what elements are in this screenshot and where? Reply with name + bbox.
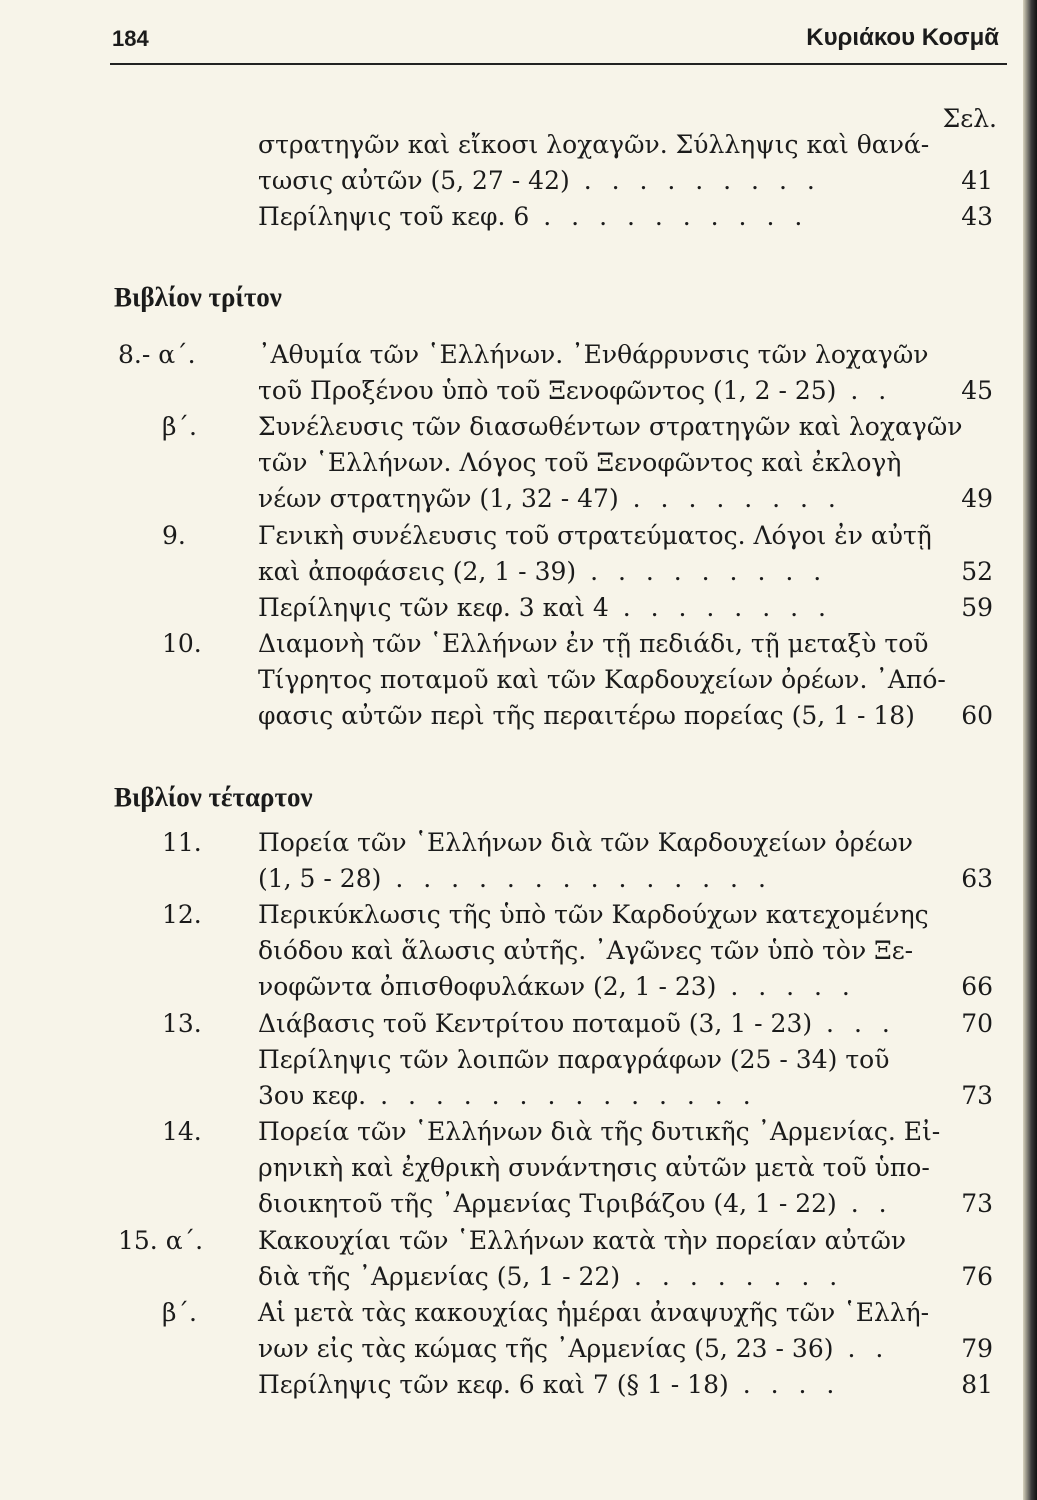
entry-line: [258, 972, 856, 1001]
entry-line: [258, 629, 929, 658]
leader-dots: . . . . . . . . . . . . . .: [366, 1081, 757, 1111]
entry-text: τοῦ Προξένου ὑπὸ τοῦ Ξενοφῶντος (1, 2 - 25): [258, 376, 837, 406]
entry-line: [258, 1117, 940, 1146]
entry-line: [258, 166, 821, 195]
entry-line: [258, 1189, 893, 1218]
leader-dots: . . . . . . . .: [608, 593, 832, 622]
entry-text: Περίληψις τῶν κεφ. 6 καὶ 7 (§ 1 - 18): [258, 1370, 729, 1399]
entry-text: διοικητοῦ τῆς ᾿Αρμενίας Τιριβάζου (4, 1 - 22): [258, 1189, 837, 1219]
entry-line: [258, 828, 913, 857]
entry-line: [258, 1226, 906, 1255]
page-ref: 63: [961, 864, 993, 894]
running-head: Κυριάκου Κοσμᾶ: [806, 24, 999, 51]
entry-line: [258, 1009, 896, 1038]
entry-line: [258, 1081, 757, 1110]
page-edge-shadow: [1023, 0, 1037, 1500]
entry-line: [258, 1045, 889, 1074]
leader-dots: . . . . . . . . .: [569, 166, 821, 195]
leader-dots: . . . . . . . . . .: [529, 202, 809, 231]
entry-line: [258, 376, 892, 405]
entry-line: [258, 202, 808, 231]
entry-text: Τίγρητος ποταμοῦ καὶ τῶν Καρδουχείων ὀρέων. ᾿Από-: [258, 665, 946, 695]
entry-line: [258, 1370, 840, 1399]
page-ref: 73: [961, 1189, 993, 1219]
entry-line: [258, 1262, 843, 1291]
entry-text: Περικύκλωσις τῆς ὑπὸ τῶν Καρδούχων κατεχομένης: [258, 900, 929, 929]
entry-text: Πορεία τῶν ῾Ελλήνων διὰ τῆς δυτικῆς ᾿Αρμενίας. Εἰ-: [258, 1117, 941, 1146]
page-ref: 73: [961, 1081, 993, 1111]
entry-number: 11.: [162, 828, 202, 857]
entry-line: [258, 665, 946, 694]
page-header: [0, 0, 1037, 80]
entry-text: Περίληψις τοῦ κεφ. 6: [258, 202, 530, 231]
entry-line: [258, 1298, 929, 1327]
entry-line: [258, 340, 928, 369]
entry-text: διὰ τῆς ᾿Αρμενίας (5, 1 - 22): [258, 1262, 621, 1292]
entry-text: νων εἰς τὰς κώμας τῆς ᾿Αρμενίας (5, 23 - 36): [258, 1334, 834, 1364]
entry-text: ρηνικὴ καὶ ἐχθρικὴ συνάντησις αὐτῶν μετὰ τοῦ ὑπο-: [258, 1153, 930, 1183]
page-column-label: Σελ.: [942, 104, 997, 133]
entry-text: 3ου κεφ.: [258, 1081, 367, 1111]
entry-text: ᾿Αθυμία τῶν ῾Ελλήνων. ᾿Ενθάρρυνσις τῶν λοχαγῶν: [258, 340, 929, 369]
entry-number: 9.: [162, 521, 186, 550]
entry-text: νοφῶντα ὀπισθοφυλάκων (2, 1 - 23): [258, 972, 717, 1002]
leader-dots: . . . . . . . .: [618, 484, 842, 514]
page-number: 184: [112, 26, 149, 51]
entry-text: Διαμονὴ τῶν ῾Ελλήνων ἐν τῇ πεδιάδι, τῇ μεταξὺ τοῦ: [258, 629, 929, 658]
page-ref: 79: [961, 1334, 993, 1364]
entry-number: 10.: [162, 629, 202, 658]
page-ref: 81: [961, 1370, 993, 1399]
page-ref: 66: [961, 972, 993, 1002]
entry-text: Περίληψις τῶν κεφ. 3 καὶ 4: [258, 593, 609, 622]
entry-text: στρατηγῶν καὶ εἴκοσι λοχαγῶν. Σύλληψις καὶ θανά-: [258, 130, 930, 159]
entry-text: φασις αὐτῶν περὶ τῆς περαιτέρω πορείας (5, 1 - 18): [258, 701, 915, 731]
page-ref: 45: [961, 376, 993, 406]
entry-number: 14.: [162, 1117, 202, 1146]
leader-dots: . .: [833, 1334, 890, 1364]
entry-text: τωσις αὐτῶν (5, 27 - 42): [258, 166, 570, 195]
entry-number: 15. α΄.: [118, 1226, 204, 1255]
entry-line: [258, 1153, 930, 1182]
leader-dots: . . . . .: [716, 972, 856, 1002]
entry-line: [258, 448, 901, 477]
entry-number: 13.: [162, 1009, 202, 1038]
leader-dots: . .: [836, 1189, 893, 1219]
page-ref: 49: [961, 484, 993, 514]
page-ref: 43: [961, 202, 993, 231]
entry-line: [258, 521, 932, 550]
entry-text: (1, 5 - 28): [258, 864, 382, 894]
entry-text: διόδου καὶ ἅλωσις αὐτῆς. ᾿Αγῶνες τῶν ὑπὸ τὸν Ξε-: [258, 936, 914, 966]
entry-text: Πορεία τῶν ῾Ελλήνων διὰ τῶν Καρδουχείων ὀρέων: [258, 828, 913, 857]
page-ref: 41: [961, 166, 993, 195]
entry-number: β΄.: [162, 412, 197, 441]
page-ref: 52: [961, 557, 993, 587]
entry-text: Συνέλευσις τῶν διασωθέντων στρατηγῶν καὶ λοχαγῶν: [258, 412, 963, 441]
header-rule: [110, 63, 1007, 65]
entry-text: Περίληψις τῶν λοιπῶν παραγράφων (25 - 34) τοῦ: [258, 1045, 890, 1074]
entry-line: [258, 412, 962, 441]
entry-number: 8.- α΄.: [118, 340, 196, 369]
leader-dots: . . .: [812, 1009, 896, 1038]
page-ref: 60: [961, 701, 993, 731]
entry-text: Γενικὴ συνέλευσις τοῦ στρατεύματος. Λόγοι ἐν αὐτῇ: [258, 521, 932, 550]
leader-dots: . . . .: [728, 1370, 841, 1399]
entry-line: [258, 1334, 889, 1363]
leader-dots: . . . . . . . . .: [576, 557, 828, 587]
leader-dots: . .: [836, 376, 893, 406]
entry-text: νέων στρατηγῶν (1, 32 - 47): [258, 484, 619, 514]
entry-number: 12.: [162, 900, 202, 929]
entry-text: Κακουχίαι τῶν ῾Ελλήνων κατὰ τὴν πορείαν αὐτῶν: [258, 1226, 907, 1255]
entry-line: [258, 701, 915, 730]
entry-text: Αἱ μετὰ τὰς κακουχίας ἡμέραι ἀναψυχῆς τῶν ῾Ελλή-: [258, 1298, 930, 1327]
entry-number: β΄.: [162, 1298, 197, 1327]
entry-line: [258, 936, 913, 965]
page-ref: 76: [961, 1262, 993, 1292]
entry-line: [258, 130, 929, 159]
entry-text: καὶ ἀποφάσεις (2, 1 - 39): [258, 557, 577, 587]
entry-line: [258, 484, 842, 513]
entry-line: [258, 864, 772, 893]
leader-dots: . . . . . . . .: [620, 1262, 844, 1292]
page-ref: 59: [961, 593, 993, 622]
entry-line: [258, 900, 929, 929]
book-heading: Βιβλίον τέταρτον: [114, 782, 313, 812]
entry-line: [258, 557, 827, 586]
leader-dots: . . . . . . . . . . . . . .: [381, 864, 772, 894]
entry-text: τῶν ῾Ελλήνων. Λόγος τοῦ Ξενοφῶντος καὶ ἐκλογὴ: [258, 448, 902, 478]
entry-text: Διάβασις τοῦ Κεντρίτου ποταμοῦ (3, 1 - 23): [258, 1009, 813, 1038]
page-ref: 70: [961, 1009, 993, 1038]
book-heading: Βιβλίον τρίτον: [114, 282, 282, 312]
entry-line: [258, 593, 832, 622]
